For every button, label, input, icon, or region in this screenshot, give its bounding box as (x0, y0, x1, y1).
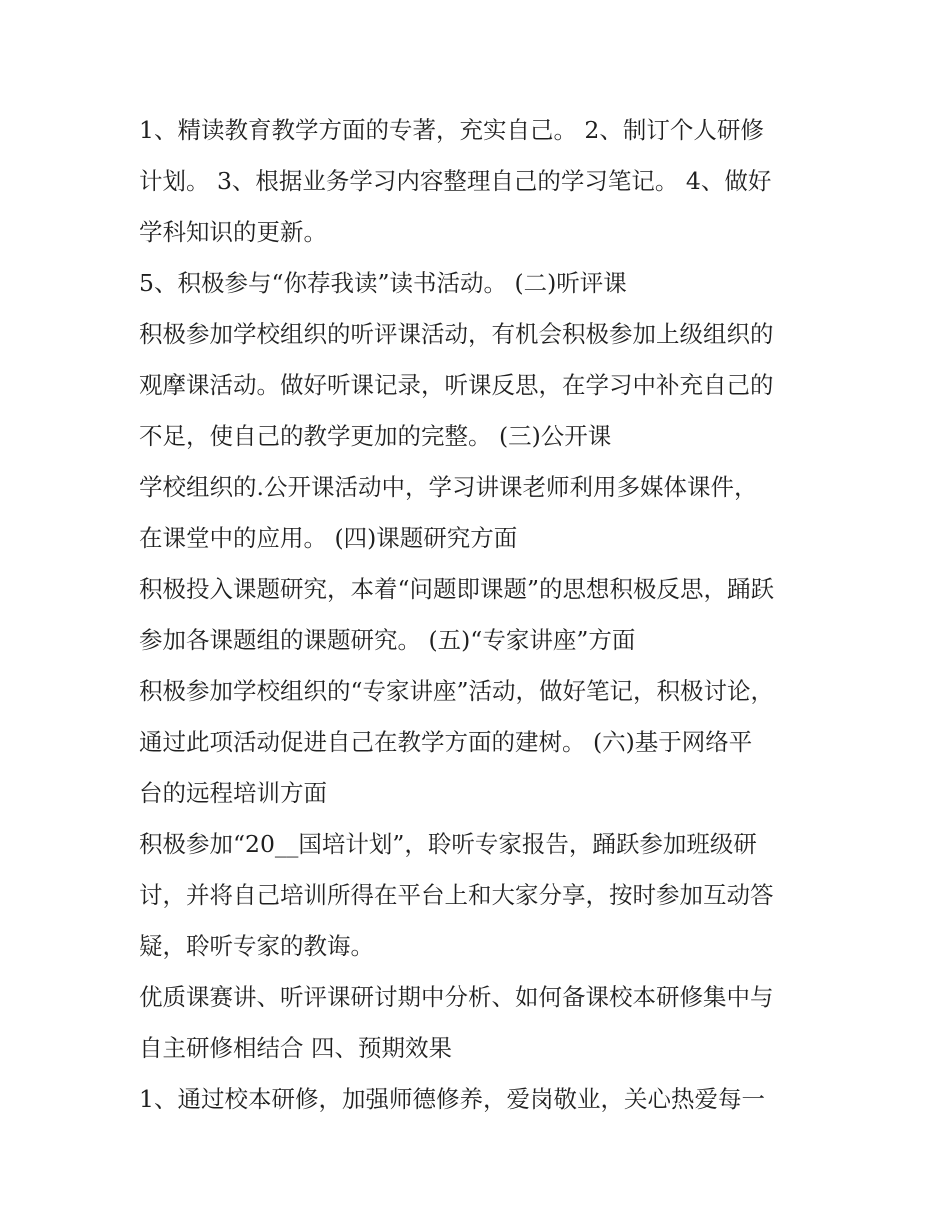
text-line: 在课堂中的应用。 (四)课题研究方面 (139, 524, 518, 552)
text-line: 学校组织的.公开课活动中，学习讲课老师利用多媒体课件， (139, 473, 758, 501)
text-line: 1、精读教育教学方面的专著，充实自己。 2、制订个人研修 (139, 116, 764, 144)
text-line: 自主研修相结合 四、预期效果 (139, 1034, 452, 1062)
text-line: 不足，使自己的教学更加的完整。 (三)公开课 (139, 422, 612, 450)
text-line: 5、积极参与“你荐我读”读书活动。 (二)听评课 (139, 269, 627, 297)
text-line: 台的远程培训方面 (139, 779, 327, 807)
text-line: 疑，聆听专家的教诲。 (139, 932, 374, 960)
text-line: 积极参加学校组织的“专家讲座”活动，做好笔记，积极讨论， (139, 677, 775, 705)
text-line: 计划。 3、根据业务学习内容整理自己的学习笔记。 4、做好 (139, 167, 772, 195)
text-line: 学科知识的更新。 (139, 218, 327, 246)
text-line: 参加各课题组的课题研究。 (五)“专家讲座”方面 (139, 626, 636, 654)
text-line: 通过此项活动促进自己在教学方面的建树。 (六)基于网络平 (139, 728, 753, 756)
document-body (139, 109, 839, 1129)
text-line: 观摩课活动。做好听课记录，听课反思，在学习中补充自己的 (139, 371, 774, 399)
text-line: 讨，并将自己培训所得在平台上和大家分享，按时参加互动答 (139, 881, 774, 909)
text-line: 积极参加“20__国培计划”，聆听专家报告，踊跃参加班级研 (139, 830, 757, 858)
text-line: 积极投入课题研究，本着“问题即课题”的思想积极反思，踊跃 (139, 575, 775, 603)
text-line: 积极参加学校组织的听评课活动，有机会积极参加上级组织的 (139, 320, 774, 348)
text-line: 1、通过校本研修，加强师德修养，爱岗敬业，关心热爱每一 (139, 1085, 765, 1113)
text-line: 优质课赛讲、听评课研讨期中分析、如何备课校本研修集中与 (139, 983, 774, 1011)
